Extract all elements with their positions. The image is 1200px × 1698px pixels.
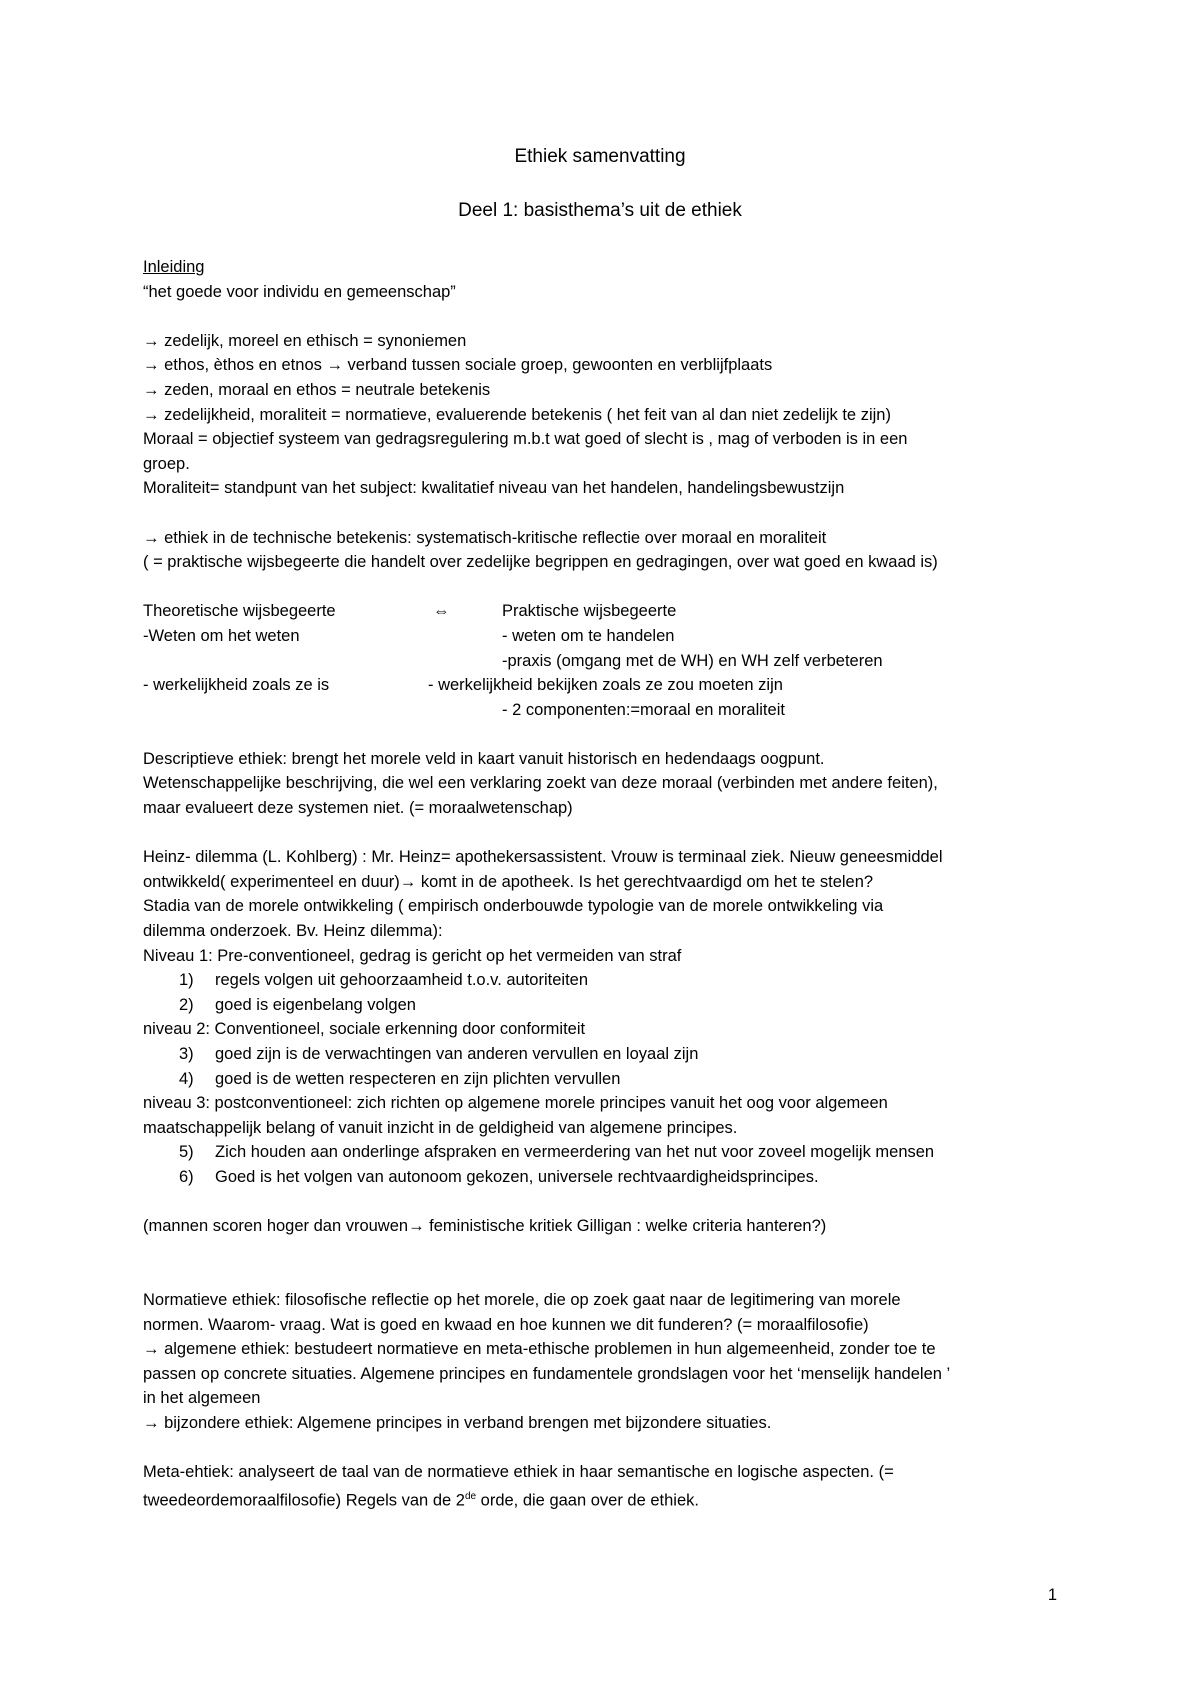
meta-ethics-cont (143, 1485, 1063, 1510)
page-number: 1 (1047, 1586, 1057, 1604)
normative-ethics: passen op concrete situaties. Algemene principes en fundamentele grondslagen voor het ‘menselijk handelen ’ (143, 1364, 951, 1383)
list-text: goed is eigenbelang volgen (215, 995, 416, 1014)
meta-text: tweedeordemoraalfilosofie) Regels van de 2 (143, 1491, 465, 1510)
heinz-dilemma: dilemma onderzoek. Bv. Heinz dilemma): (143, 922, 443, 941)
comparison-left-cell: -Weten om het weten (143, 626, 300, 645)
list-number: 6) (179, 1167, 194, 1186)
heinz-dilemma: Heinz- dilemma (L. Kohlberg) : Mr. Heinz= apothekersassistent. Vrouw is terminaal ziek. Nieuw geneesmiddel (143, 848, 943, 867)
niveau-3-cont: maatschappelijk belang of vanuit inzicht in de geldigheid van algemene principes. (143, 1118, 738, 1137)
normative-ethics: in het algemeen (143, 1389, 261, 1408)
descriptive-ethics: Descriptieve ethiek: brengt het morele veld in kaart vanuit historisch en hedendaags oogpunt. (143, 749, 825, 768)
list-text: regels volgen uit gehoorzaamheid t.o.v. autoriteiten (215, 971, 589, 990)
normative-ethics: Normatieve ethiek: filosofische reflectie op het morele, die op zoek gaat naar de legitimering van morele (143, 1290, 901, 1309)
list-item (143, 993, 1063, 1018)
list-text: goed is de wetten respecteren en zijn plichten vervullen (215, 1069, 621, 1088)
intro-quote: “het goede voor individu en gemeenschap” (143, 282, 456, 301)
meta-ethics: Meta-ehtiek: analyseert de taal van de normatieve ethiek in haar semantische en logische aspecten. (= (143, 1463, 894, 1482)
descriptive-ethics: Wetenschappelijke beschrijving, die wel een verklaring zoekt van deze moraal (verbinden met andere feiten), (143, 774, 938, 793)
list-text: Goed is het volgen van autonoom gekozen, universele rechtvaardigheidsprincipes. (215, 1167, 819, 1186)
intro-arrow-line: → zedelijkheid, moraliteit = normatieve, evaluerende betekenis ( het feit van al dan niet zedelijk te zijn) (143, 405, 891, 424)
technical-meaning-cont: ( = praktische wijsbegeerte die handelt over zedelijke begrippen en gedragingen, over wat goed en kwaad is) (143, 553, 938, 572)
superscript: de (464, 1490, 477, 1502)
normative-ethics: → algemene ethiek: bestudeert normatieve en meta-ethische problemen in hun algemeenheid, zonder toe te (143, 1340, 936, 1359)
list-item (143, 1042, 1063, 1067)
document-subtitle: Deel 1: basisthema’s uit de ethiek (458, 200, 742, 221)
comparison-right-cell: - werkelijkheid bekijken zoals ze zou moeten zijn (428, 676, 783, 695)
normative-ethics: normen. Waarom- vraag. Wat is goed en kwaad en hoe kunnen we dit funderen? (= moraalfilosofie) (143, 1315, 869, 1334)
practical-header: Praktische wijsbegeerte (502, 602, 677, 621)
comparison-right-cell: -praxis (omgang met de WH) en WH zelf verbeteren (502, 651, 883, 670)
list-text: Zich houden aan onderlinge afspraken en vermeerdering van het nut voor zoveel mogelijk mensen (215, 1143, 935, 1162)
gilligan-critique: (mannen scoren hoger dan vrouwen→ feministische kritiek Gilligan : welke criteria hanteren?) (143, 1217, 827, 1236)
double-arrow-icon: ⇔ (433, 602, 450, 621)
technical-meaning: → ethiek in de technische betekenis: systematisch-kritische reflectie over moraal en moraliteit (143, 528, 827, 547)
list-number: 1) (179, 971, 194, 990)
comparison-row (143, 673, 1063, 698)
document-title: Ethiek samenvatting (514, 146, 686, 167)
niveau-2: niveau 2: Conventioneel, sociale erkenning door conformiteit (143, 1020, 586, 1039)
descriptive-ethics: maar evalueert deze systemen niet. (= moraalwetenschap) (143, 799, 573, 818)
list-text: goed zijn is de verwachtingen van anderen vervullen en loyaal zijn (215, 1045, 699, 1063)
intro-arrow-line: → ethos, èthos en etnos → verband tussen sociale groep, gewoonten en verblijfplaats (143, 356, 773, 375)
list-item (143, 1140, 1063, 1165)
comparison-right-cell: - 2 componenten:=moraal en moraliteit (502, 700, 785, 719)
comparison-left-cell: - werkelijkheid zoals ze is (143, 676, 330, 695)
intro-arrow-line: → zeden, moraal en ethos = neutrale betekenis (143, 380, 491, 399)
comparison-right-cell: - weten om te handelen (502, 626, 675, 645)
comparison-row (143, 649, 1063, 674)
moraal-definition: Moraal = objectief systeem van gedragsregulering m.b.t wat goed of slecht is , mag of verboden is in een (143, 430, 908, 449)
list-item (143, 1067, 1063, 1092)
list-number: 3) (179, 1045, 194, 1063)
comparison-row (143, 698, 1063, 723)
moraliteit-definition: Moraliteit= standpunt van het subject: kwalitatief niveau van het handelen, handelingsbewustzijn (143, 479, 845, 498)
theoretical-header: Theoretische wijsbegeerte (143, 602, 336, 621)
niveau-1: Niveau 1: Pre-conventioneel, gedrag is gericht op het vermeiden van straf (143, 946, 682, 965)
comparison-row (143, 624, 1063, 649)
section-heading-inleiding: Inleiding (143, 258, 205, 276)
moraal-definition-cont: groep. (143, 454, 190, 473)
document-body (143, 255, 1063, 1509)
comparison-header-row (143, 599, 1063, 624)
heinz-dilemma: ontwikkeld( experimenteel en duur)→ komt in de apotheek. Is het gerechtvaardigd om het te stelen? (143, 872, 874, 891)
list-item (143, 1165, 1063, 1190)
list-number: 5) (179, 1143, 194, 1162)
normative-ethics: → bijzondere ethiek: Algemene principes in verband brengen met bijzondere situaties. (143, 1413, 772, 1432)
niveau-3: niveau 3: postconventioneel: zich richten op algemene morele principes vanuit het oog voor algemeen (143, 1094, 888, 1113)
intro-arrow-line: → zedelijk, moreel en ethisch = synoniemen (143, 331, 467, 350)
list-number: 4) (179, 1069, 194, 1088)
heinz-dilemma: Stadia van de morele ontwikkeling ( empirisch onderbouwde typologie van de morele ontwikkeling via (143, 897, 884, 916)
meta-text: orde, die gaan over de ethiek. (476, 1491, 699, 1510)
list-item (143, 968, 1063, 993)
list-number: 2) (179, 995, 194, 1014)
